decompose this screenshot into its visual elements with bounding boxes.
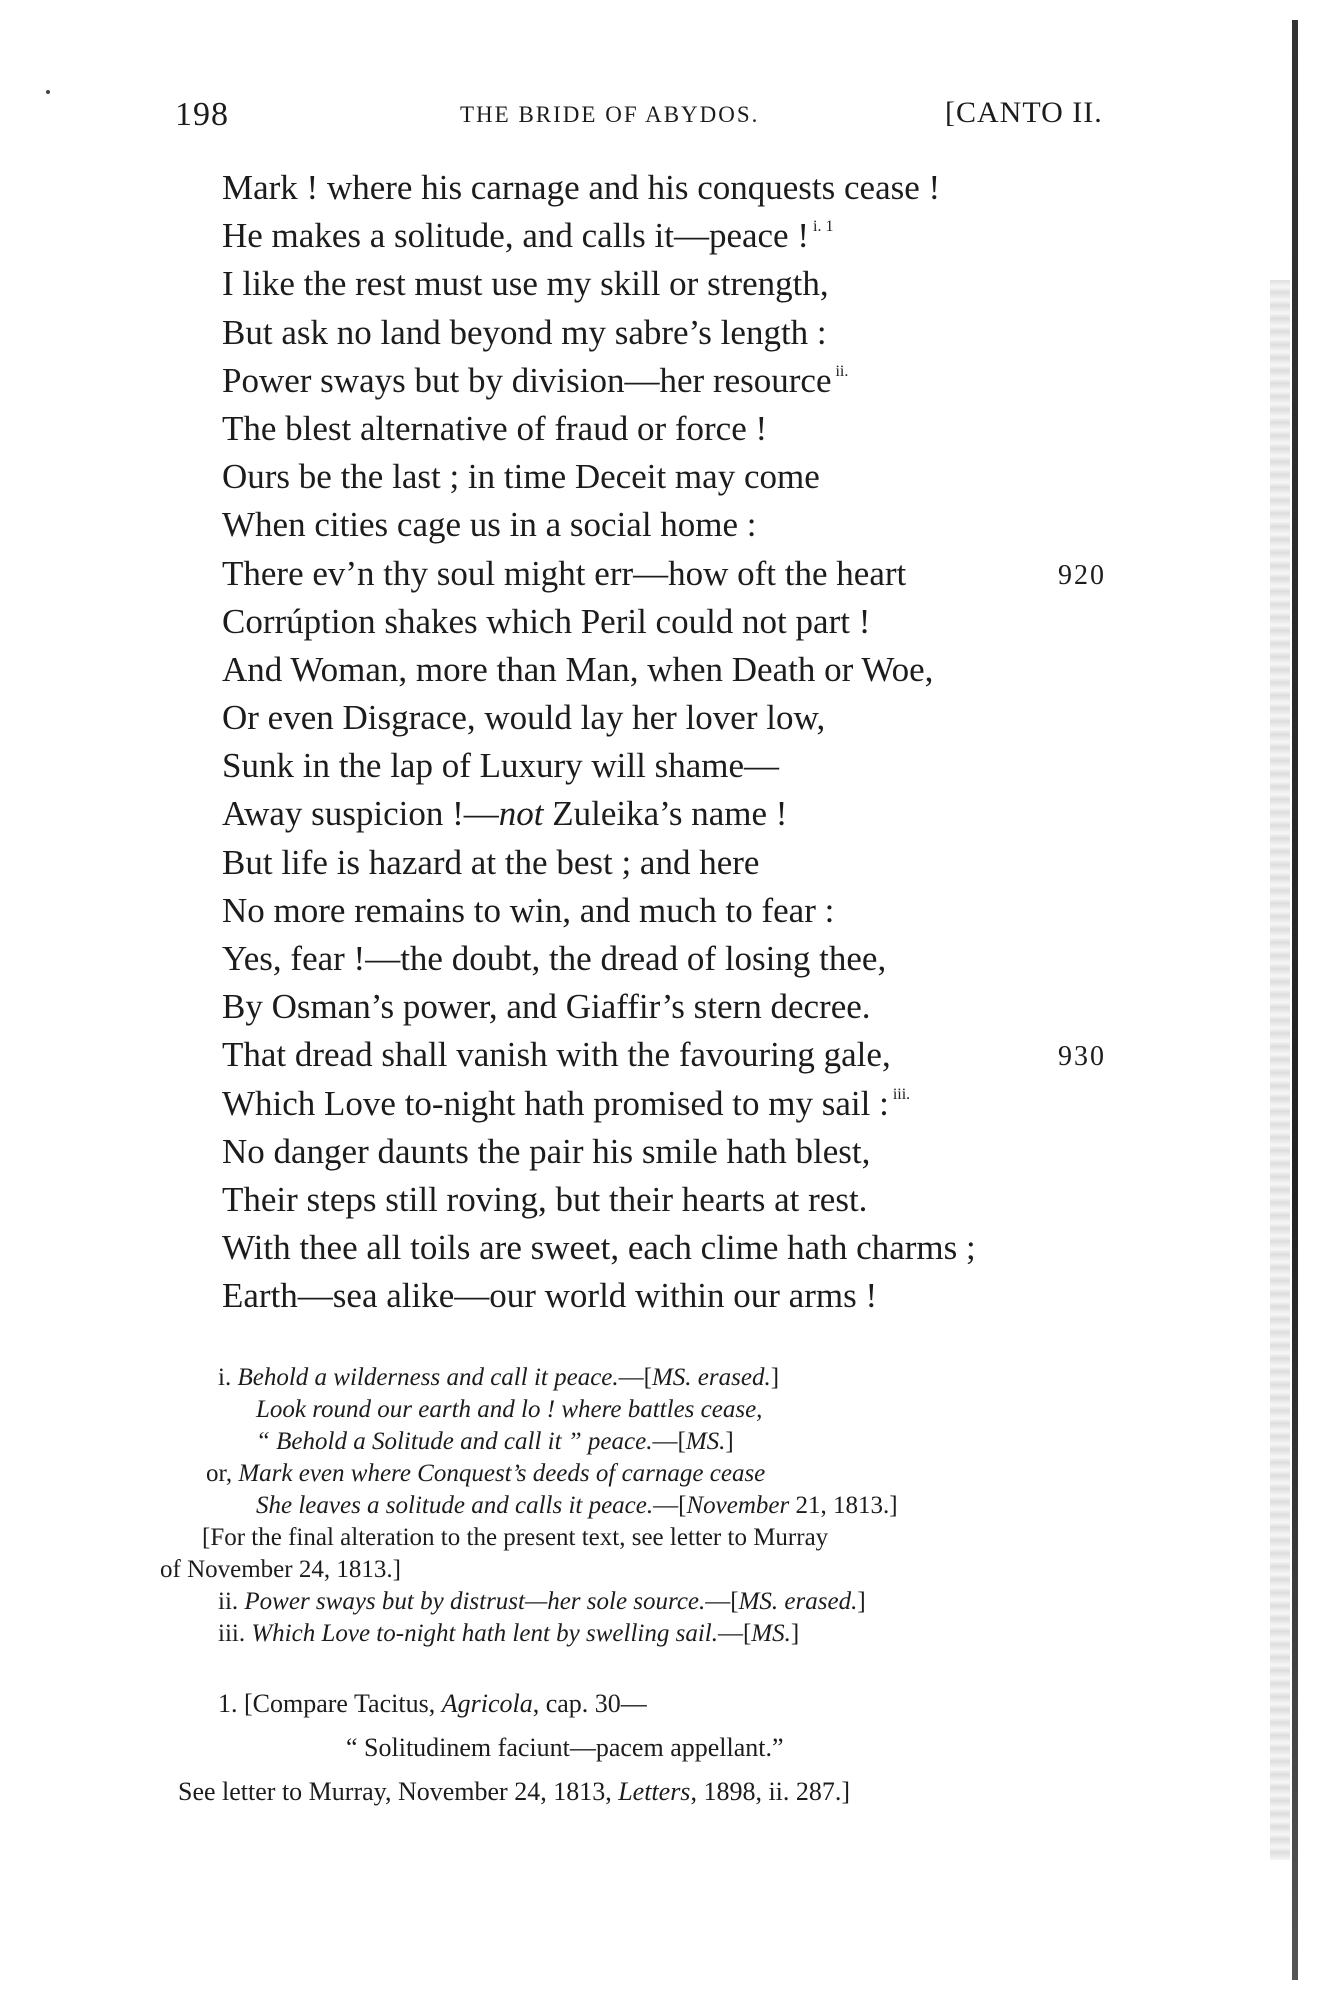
footnote-quote — [180, 1726, 1140, 1770]
bracket: ] — [770, 1364, 780, 1391]
variant-text: Power sways but by distrust—her sole source. — [244, 1588, 706, 1615]
footnote-label: 1. — [218, 1689, 238, 1718]
variant-line — [180, 1586, 1140, 1618]
variant-text: Look round our earth and lo ! where battles cease, — [256, 1396, 763, 1423]
verse-text: He makes a solitude, and calls it—peace ! — [222, 216, 810, 256]
verse-text: Zuleika’s name ! — [543, 794, 788, 834]
variant-label: ii. — [218, 1588, 239, 1615]
verse-text: But life is hazard at the best ; and here — [222, 842, 760, 882]
variant-text: Mark even where Conquest’s deeds of carnage cease — [238, 1460, 766, 1487]
bracket: —[ — [705, 1588, 739, 1615]
verse-line — [222, 453, 1142, 501]
variant-line — [180, 1426, 1140, 1458]
footnote-text: , cap. 30— — [532, 1689, 647, 1718]
verse-text: And Woman, more than Man, when Death or Woe, — [222, 649, 934, 689]
verse-emphasis: not — [498, 794, 544, 834]
verse-text: Or even Disgrace, would lay her lover low, — [222, 698, 826, 738]
canto-label: [CANTO II. — [945, 96, 1103, 129]
bracket: ] — [790, 1620, 800, 1647]
variant-source: MS. — [751, 1620, 791, 1647]
verse-line — [222, 694, 1142, 742]
variant-source: November — [686, 1492, 790, 1519]
verse-text: By Osman’s power, and Giaffir’s stern decree. — [222, 987, 871, 1027]
poem-body — [222, 164, 1142, 1321]
verse-line — [222, 1128, 1142, 1176]
verse-text: Sunk in the lap of Luxury will shame— — [222, 746, 780, 786]
verse-text: Ours be the last ; in time Deceit may come — [222, 457, 820, 497]
binding-shadow — [1270, 280, 1290, 1860]
verse-line — [222, 357, 1142, 405]
running-title: THE BRIDE OF ABYDOS. — [460, 102, 760, 127]
footnote-text: See letter to Murray, November 24, 1813, — [178, 1777, 619, 1806]
verse-line — [222, 164, 1142, 212]
variant-line — [180, 1490, 1140, 1522]
verse-text: Yes, fear !—the doubt, the dread of losing thee, — [222, 939, 887, 978]
verse-line — [222, 1176, 1142, 1224]
variant-label: iii. — [218, 1620, 246, 1647]
footnotes — [180, 1682, 1140, 1814]
variant-readings — [160, 1362, 1140, 1650]
footnote-work-title: Agricola — [441, 1689, 533, 1718]
variant-label: or, — [206, 1460, 233, 1487]
note-text: [For the final alteration to the present text, see letter to Murray — [202, 1524, 829, 1551]
verse-text: When cities cage us in a social home : — [222, 505, 757, 545]
bracket: —[ — [653, 1492, 687, 1519]
latin-quote: “ Solitudinem faciunt—pacem appellant.” — [346, 1733, 784, 1762]
verse-line — [222, 501, 1142, 549]
bracket: ] — [725, 1428, 734, 1455]
footnote-marker: iii. — [892, 1085, 911, 1103]
verse-text: But ask no land beyond my sabre’s length : — [222, 312, 827, 352]
bracket: —[ — [652, 1428, 686, 1455]
footnote-line — [180, 1682, 1140, 1726]
verse-text: Their steps still roving, but their hearts at rest. — [222, 1179, 868, 1219]
variant-label: i. — [218, 1364, 232, 1391]
verse-text: Away suspicion !— — [222, 794, 499, 834]
variant-line — [180, 1362, 1140, 1394]
footnote-text: , 1898, ii. 287.] — [690, 1777, 851, 1806]
verse-line — [222, 1272, 1142, 1320]
variant-source: MS. — [685, 1428, 726, 1455]
verse-line — [222, 790, 1142, 838]
verse-text: Corrúption shakes which Peril could not part ! — [222, 601, 871, 641]
variant-source: MS. erased. — [738, 1588, 858, 1615]
variant-line — [180, 1618, 1140, 1650]
verse-line — [222, 742, 1142, 790]
verse-text: Earth—sea alike—our world within our arms ! — [222, 1276, 878, 1316]
verse-line — [222, 1080, 1142, 1128]
verse-text: The blest alternative of fraud or force ! — [222, 408, 768, 448]
line-number: 930 — [1058, 1041, 1106, 1073]
verse-text: With thee all toils are sweet, each clime hath charms ; — [222, 1228, 976, 1268]
footnote-text: [Compare Tacitus, — [237, 1689, 442, 1718]
verse-line — [222, 1224, 1142, 1272]
verse-text: Mark ! where his carnage and his conquests cease ! — [222, 168, 941, 207]
bracket: ] — [857, 1588, 866, 1615]
page-edge — [1292, 20, 1298, 1980]
verse-text: Power sways but by division—her resource — [222, 360, 832, 400]
footnote-marker: ii. — [835, 362, 849, 380]
variant-line — [180, 1394, 1140, 1426]
bracket: —[ — [717, 1620, 752, 1647]
variant-text: “ Behold a Solitude and call it ” peace. — [256, 1428, 653, 1455]
final-alteration-note — [180, 1522, 1140, 1554]
footnote-marker: i. 1 — [813, 218, 834, 236]
running-header — [175, 96, 1125, 146]
verse-line — [222, 983, 1142, 1031]
verse-line — [222, 839, 1142, 887]
verse-line — [222, 646, 1142, 694]
footnote-line — [178, 1770, 1140, 1814]
verse-text: Which Love to-night hath promised to my sail : — [222, 1083, 889, 1123]
footnote-work-title: Letters — [618, 1777, 691, 1806]
verse-line — [222, 598, 1142, 646]
verse-text: I like the rest must use my skill or strength, — [222, 264, 829, 304]
final-alteration-note — [160, 1554, 1140, 1586]
paper-speck — [46, 90, 50, 94]
page-number: 198 — [175, 96, 229, 133]
verse-text: No more remains to win, and much to fear : — [222, 890, 835, 930]
verse-text: There ev’n thy soul might err—how oft the heart — [222, 553, 907, 593]
verse-line — [222, 405, 1142, 453]
variant-text: Behold a wilderness and call it peace. — [237, 1364, 619, 1391]
variant-line — [180, 1458, 1140, 1490]
line-number: 920 — [1058, 559, 1106, 591]
note-text: of November 24, 1813.] — [160, 1556, 401, 1583]
verse-text: That dread shall vanish with the favouring gale, — [222, 1035, 891, 1075]
verse-line — [222, 550, 1142, 598]
variant-text: Which Love to-night hath lent by swelling sail. — [251, 1620, 718, 1647]
variant-date: 21, 1813.] — [789, 1492, 898, 1519]
bracket: —[ — [618, 1364, 652, 1391]
variant-text: She leaves a solitude and calls it peace. — [256, 1492, 654, 1519]
verse-line — [222, 212, 1142, 260]
verse-text: No danger daunts the pair his smile hath blest, — [222, 1131, 871, 1171]
verse-line — [222, 260, 1142, 308]
verse-line — [222, 309, 1142, 357]
variant-source: MS. erased. — [651, 1364, 771, 1391]
verse-line — [222, 935, 1142, 983]
verse-line — [222, 887, 1142, 935]
verse-line — [222, 1031, 1142, 1079]
